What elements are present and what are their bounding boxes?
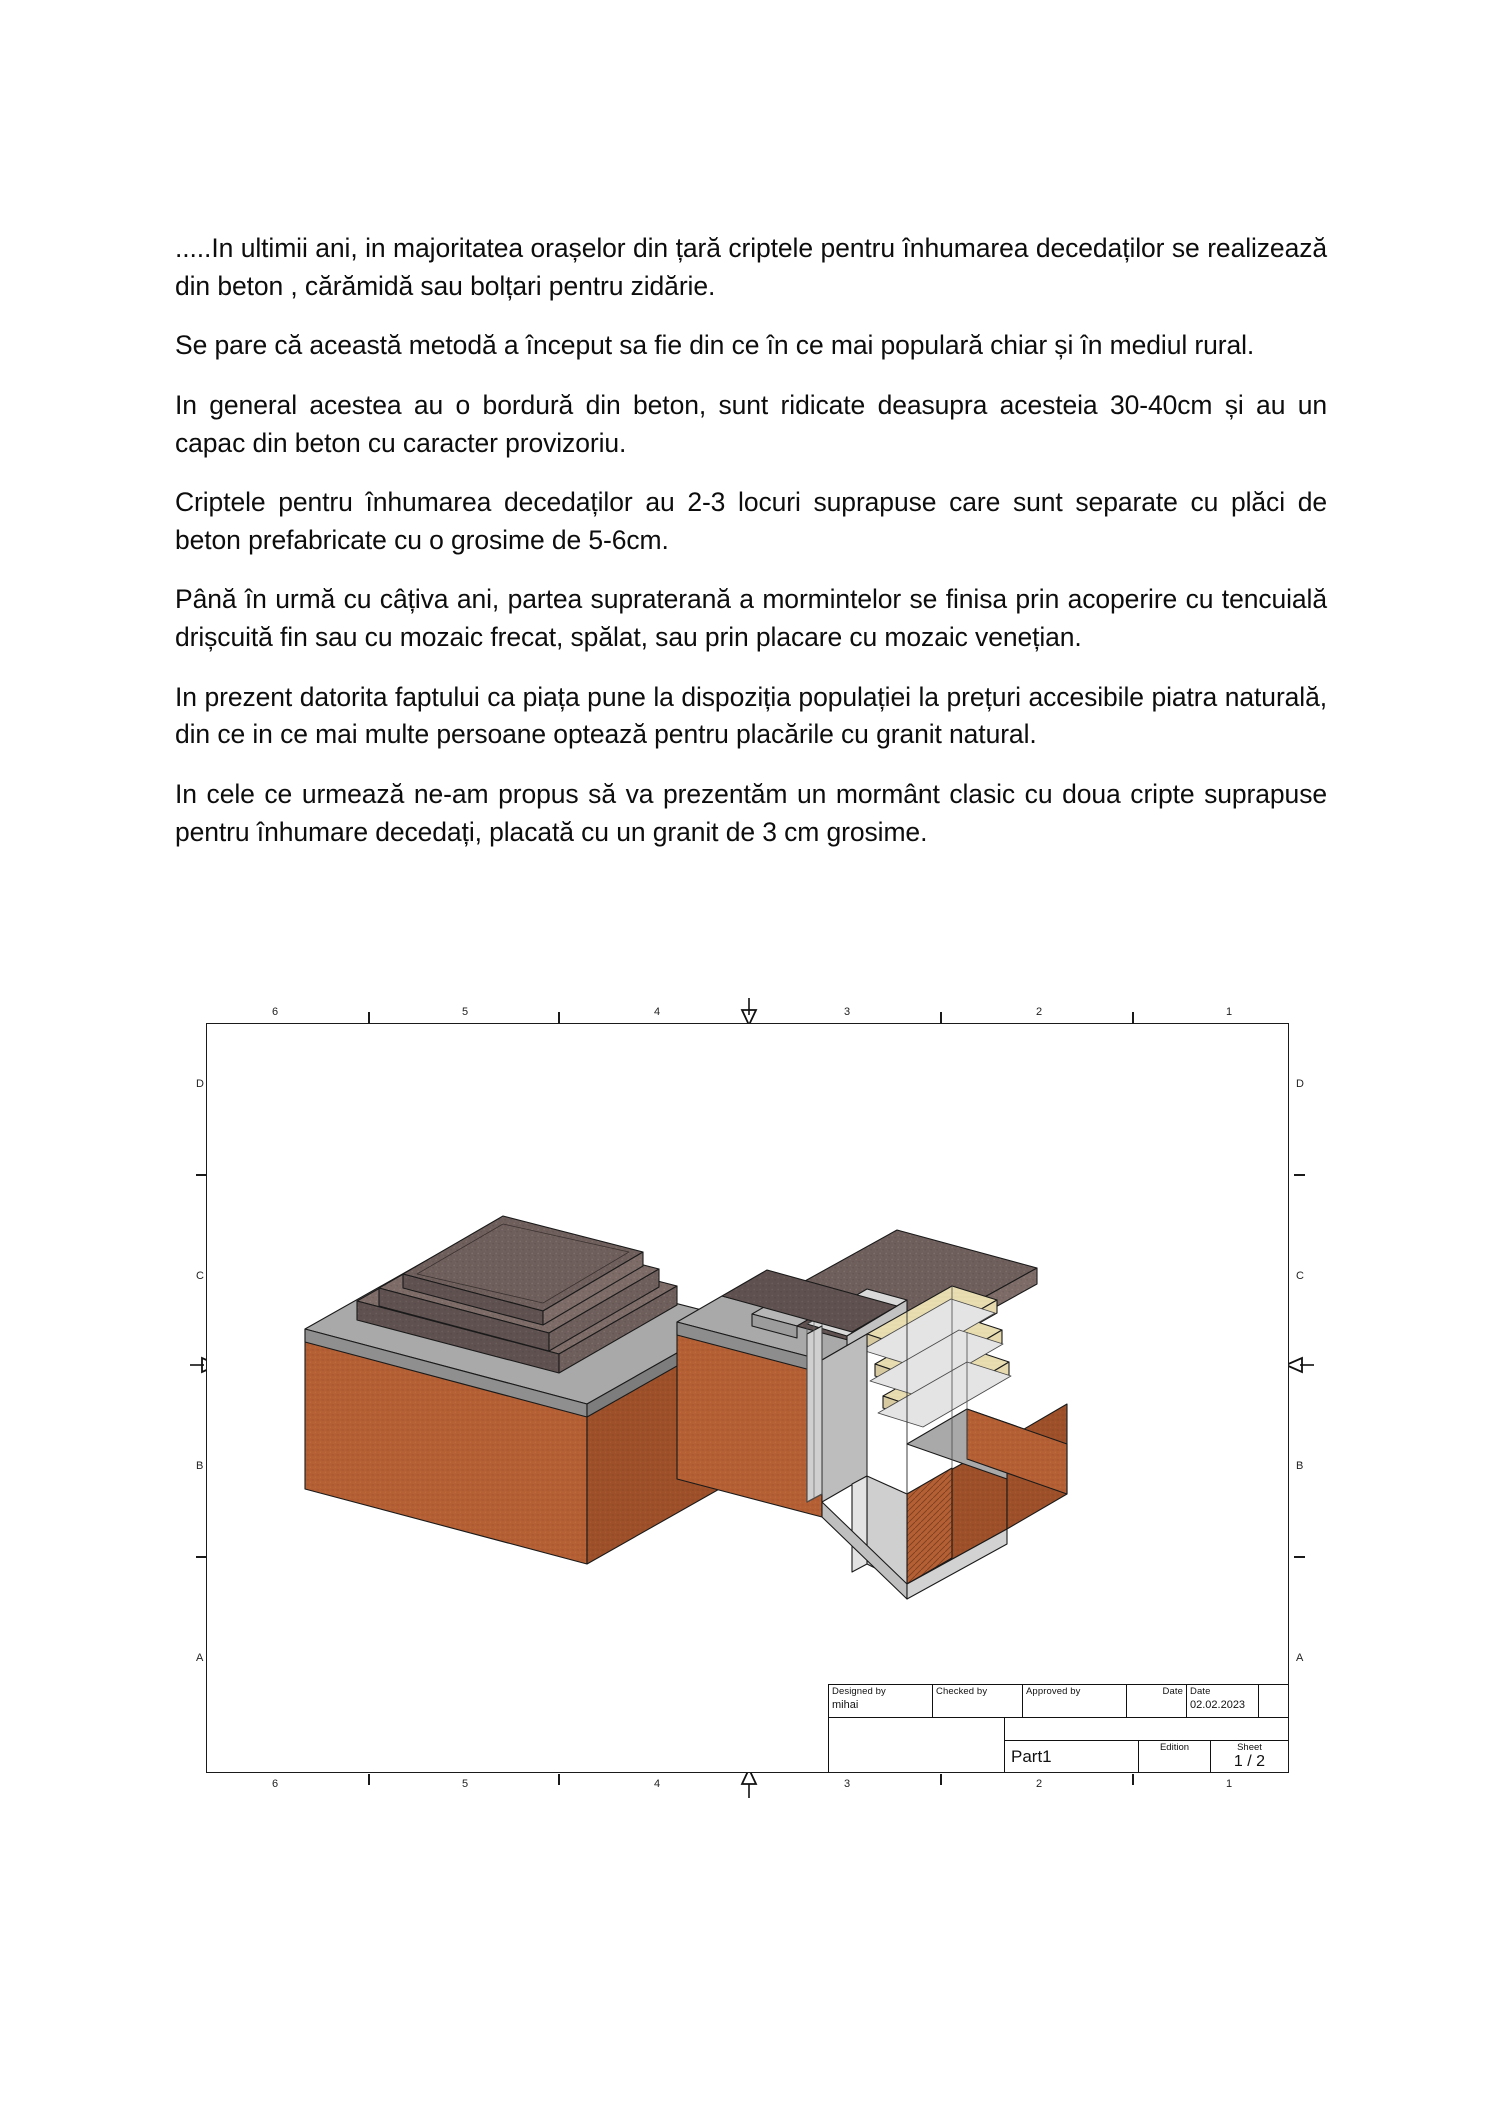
ruler-top-1: 1 — [1226, 1006, 1233, 1018]
ruler-top-5: 5 — [462, 1006, 469, 1018]
title-block — [828, 1684, 1288, 1772]
checked-by-label: Checked by — [936, 1686, 988, 1697]
ruler-right-A: A — [1296, 1652, 1304, 1664]
paragraph-1: .....In ultimii ani, in majoritatea orașelor din țară criptele pentru înhumarea decedaților se realizează din beton , cărămidă sau bolțari pentru zidărie. — [175, 233, 1327, 301]
ruler-left-B: B — [196, 1460, 204, 1472]
technical-drawing — [196, 1000, 1316, 1800]
paragraph-6: In prezent datorita faptului ca piața pune la dispoziția populației la prețuri accesibile piatra naturală, din ce in ce mai multe persoane optează pentru placările cu granit natural. — [175, 681, 1327, 750]
ruler-top-tick-2 — [558, 1012, 560, 1023]
ruler-top-tick-3 — [940, 1012, 942, 1023]
ruler-bottom-2: 2 — [1036, 1778, 1043, 1790]
ruler-right-B: B — [1296, 1460, 1304, 1472]
title-block-bottom-row — [829, 1718, 1288, 1772]
ruler-left-D: D — [196, 1078, 204, 1090]
date-cell — [1187, 1685, 1259, 1717]
ruler-right-tick-1 — [1294, 1174, 1305, 1176]
approved-date-label: Date — [1162, 1686, 1183, 1697]
ruler-bottom-6: 6 — [272, 1778, 279, 1790]
isometric-views-canvas — [207, 1024, 1287, 1771]
ruler-top-2: 2 — [1036, 1006, 1043, 1018]
date-value: 02.02.2023 — [1190, 1699, 1246, 1711]
approved-by-label: Approved by — [1026, 1686, 1081, 1697]
title-block-top-row — [829, 1685, 1288, 1718]
ruler-bottom-5: 5 — [462, 1778, 469, 1790]
paragraph-2: Se pare că această metodă a început sa fie din ce în ce mai populară chiar și în mediul rural. — [175, 330, 1255, 361]
paragraph-4: Criptele pentru înhumarea decedaților au 2-3 locuri suprapuse care sunt separate cu plăci de beton prefabricate cu o grosime de 5-6cm. — [175, 487, 1327, 555]
ruler-right-C: C — [1296, 1270, 1304, 1282]
drawing-frame — [206, 1023, 1289, 1773]
paragraph-3: In general acestea au o bordură din beton, sunt ridicate deasupra acesteia 30-40cm și au un capac din beton cu caracter provizoriu. — [175, 389, 1327, 458]
ruler-right-tick-2 — [1294, 1556, 1305, 1558]
ruler-bottom-1: 1 — [1226, 1778, 1233, 1790]
title-block-spare-cell — [1259, 1685, 1288, 1717]
edition-label: Edition — [1159, 1742, 1190, 1753]
paragraph-5: Până în urmă cu câțiva ani, partea supraterană a mormintelor se finisa prin acoperire cu tencuială drișcuită fin sau cu mozaic frecat, spălat, sau prin placare cu mozaic venețian. — [175, 584, 1327, 652]
part-info-box — [1005, 1740, 1288, 1772]
date-label: Date — [1190, 1686, 1211, 1697]
ruler-bottom-3: 3 — [844, 1778, 851, 1790]
ruler-top-6: 6 — [272, 1006, 279, 1018]
ruler-right-D: D — [1296, 1078, 1304, 1090]
ruler-top-tick-4 — [1132, 1012, 1134, 1023]
ruler-bottom-tick-3 — [940, 1774, 942, 1785]
ruler-bottom-4: 4 — [654, 1778, 661, 1790]
ruler-top-4: 4 — [654, 1006, 661, 1018]
document-text-body — [175, 230, 1327, 873]
ruler-bottom-tick-2 — [558, 1774, 560, 1785]
ruler-top-3: 3 — [844, 1006, 851, 1018]
sheet-label: Sheet — [1237, 1742, 1262, 1753]
designed-by-cell — [829, 1685, 933, 1717]
sheet-cell — [1210, 1741, 1288, 1772]
part-name: Part1 — [1011, 1746, 1052, 1766]
checked-by-cell — [933, 1685, 1023, 1717]
sheet-value: 1 / 2 — [1233, 1753, 1266, 1770]
ruler-top-tick-1 — [368, 1012, 370, 1023]
tomb2-inner-rear-wall — [822, 1334, 867, 1502]
edition-cell — [1138, 1741, 1210, 1772]
ruler-bottom-tick-1 — [368, 1774, 370, 1785]
designed-by-value: mihai — [832, 1699, 859, 1711]
view-closed-tomb — [305, 1216, 737, 1564]
ruler-bottom-tick-4 — [1132, 1774, 1134, 1785]
approved-date-cell — [1127, 1685, 1187, 1717]
title-block-blank-area — [829, 1718, 1005, 1772]
view-sectioned-tomb — [677, 1230, 1067, 1599]
designed-by-label: Designed by — [832, 1686, 886, 1697]
tomb2-inner-wall-left — [807, 1326, 822, 1502]
ruler-left-C: C — [196, 1270, 204, 1282]
approved-by-cell — [1023, 1685, 1127, 1717]
ruler-left-A: A — [196, 1652, 204, 1664]
paragraph-7: In cele ce urmează ne-am propus să va prezentăm un mormânt clasic cu doua cripte suprapuse pentru înhumare decedați, placată cu un granit de 3 cm grosime. — [175, 778, 1327, 847]
